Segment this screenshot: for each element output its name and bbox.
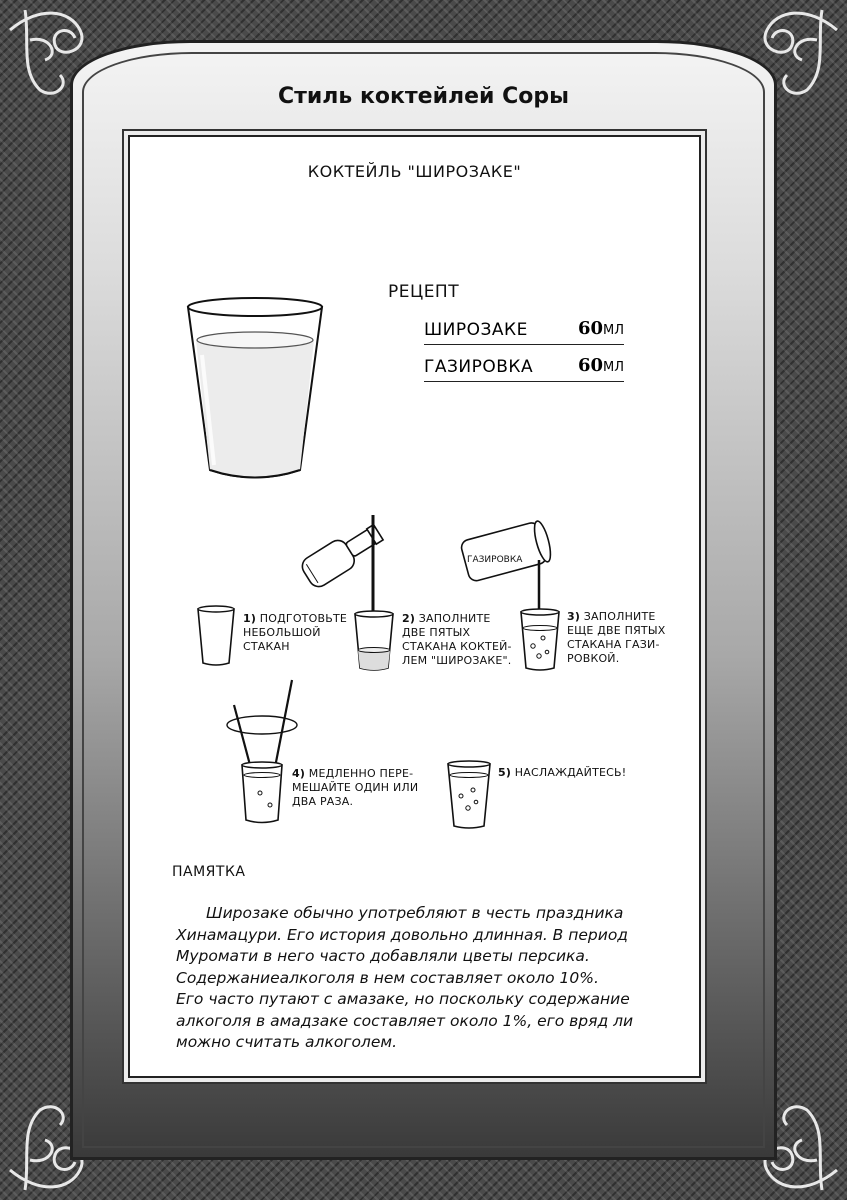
step-line: ЕЩЕ ДВЕ ПЯТЫХ [567, 624, 666, 637]
step-line: ЛЕМ "ШИРОЗАКЕ". [402, 654, 512, 667]
glass-two-fifths-icon [353, 610, 395, 672]
finished-glass-icon [446, 760, 492, 830]
step-number: 1) [243, 612, 257, 625]
cocktail-title: КОКТЕЙЛЬ "ШИРОЗАКЕ" [307, 162, 522, 181]
memo-line: Хинамацури. Его история довольно длинная. В период [176, 925, 629, 944]
step-line: ПОДГОТОВЬТЕ [259, 612, 348, 625]
ingredient-name: ШИРОЗАКЕ [424, 320, 528, 340]
ingredient-unit: МЛ [603, 323, 624, 338]
memo-text [176, 903, 696, 1054]
step-3-text [567, 610, 666, 666]
step-line: ДВА РАЗА. [292, 795, 354, 808]
step-number: 2) [402, 612, 416, 625]
step-line: СТАКАН [243, 640, 290, 653]
can-label: ГАЗИРОВКА [467, 555, 523, 565]
step-1-text [243, 612, 347, 654]
step-5-text [498, 766, 626, 780]
ingredient-amount: 60МЛ [577, 355, 624, 376]
page-title: Стиль коктейлей Соры [277, 84, 570, 109]
ingredient-amount: 60МЛ [577, 318, 624, 339]
step-line: ЗАПОЛНИТЕ [583, 610, 656, 623]
step-number: 4) [292, 767, 306, 780]
glass-with-soda-icon [519, 608, 561, 672]
memo-line: можно считать алкоголем. [176, 1033, 397, 1051]
step-line: ДВЕ ПЯТЫХ [402, 626, 471, 639]
ingredient-row [424, 357, 624, 383]
memo-line: Муромати в него часто добавляли цветы персика. [176, 947, 590, 965]
ingredient-underline [424, 381, 624, 382]
step-line: РОВКОЙ. [567, 652, 620, 665]
recipe-heading: РЕЦЕПТ [388, 282, 460, 302]
ingredient-row [424, 320, 624, 346]
memo-label: ПАМЯТКА [172, 864, 246, 880]
step-line: НАСЛАЖДАЙТЕСЬ! [514, 766, 627, 779]
memo-line: Содержаниеалкоголя в нем составляет около 10%. [176, 968, 599, 987]
empty-glass-icon [196, 605, 236, 667]
memo-line: алкоголя в амадзаке составляет около 1%, его вряд ли [176, 1011, 634, 1030]
step-line: НЕБОЛЬШОЙ [243, 626, 321, 639]
memo-line: Широзаке обычно употребляют в честь праздника [206, 904, 624, 922]
large-glass-illustration [180, 295, 330, 485]
step-line: МЕДЛЕННО ПЕРЕ- [308, 767, 414, 780]
step-line: СТАКАНА КОКТЕЙ- [402, 640, 512, 653]
step-4-text [292, 767, 418, 809]
step-line: ЗАПОЛНИТЕ [418, 612, 491, 625]
ingredient-name: ГАЗИРОВКА [424, 357, 534, 377]
ingredient-underline [424, 344, 624, 345]
step-number: 5) [498, 766, 512, 779]
memo-line: Его часто путают с амазаке, но поскольку содержание [176, 990, 630, 1008]
ingredient-unit: МЛ [603, 360, 624, 375]
soda-can-icon [452, 512, 562, 592]
step-line: СТАКАНА ГАЗИ- [567, 638, 660, 651]
step-line: МЕШАЙТЕ ОДИН ИЛИ [292, 781, 419, 794]
step-number: 3) [567, 610, 581, 623]
step-2-text [402, 612, 512, 668]
